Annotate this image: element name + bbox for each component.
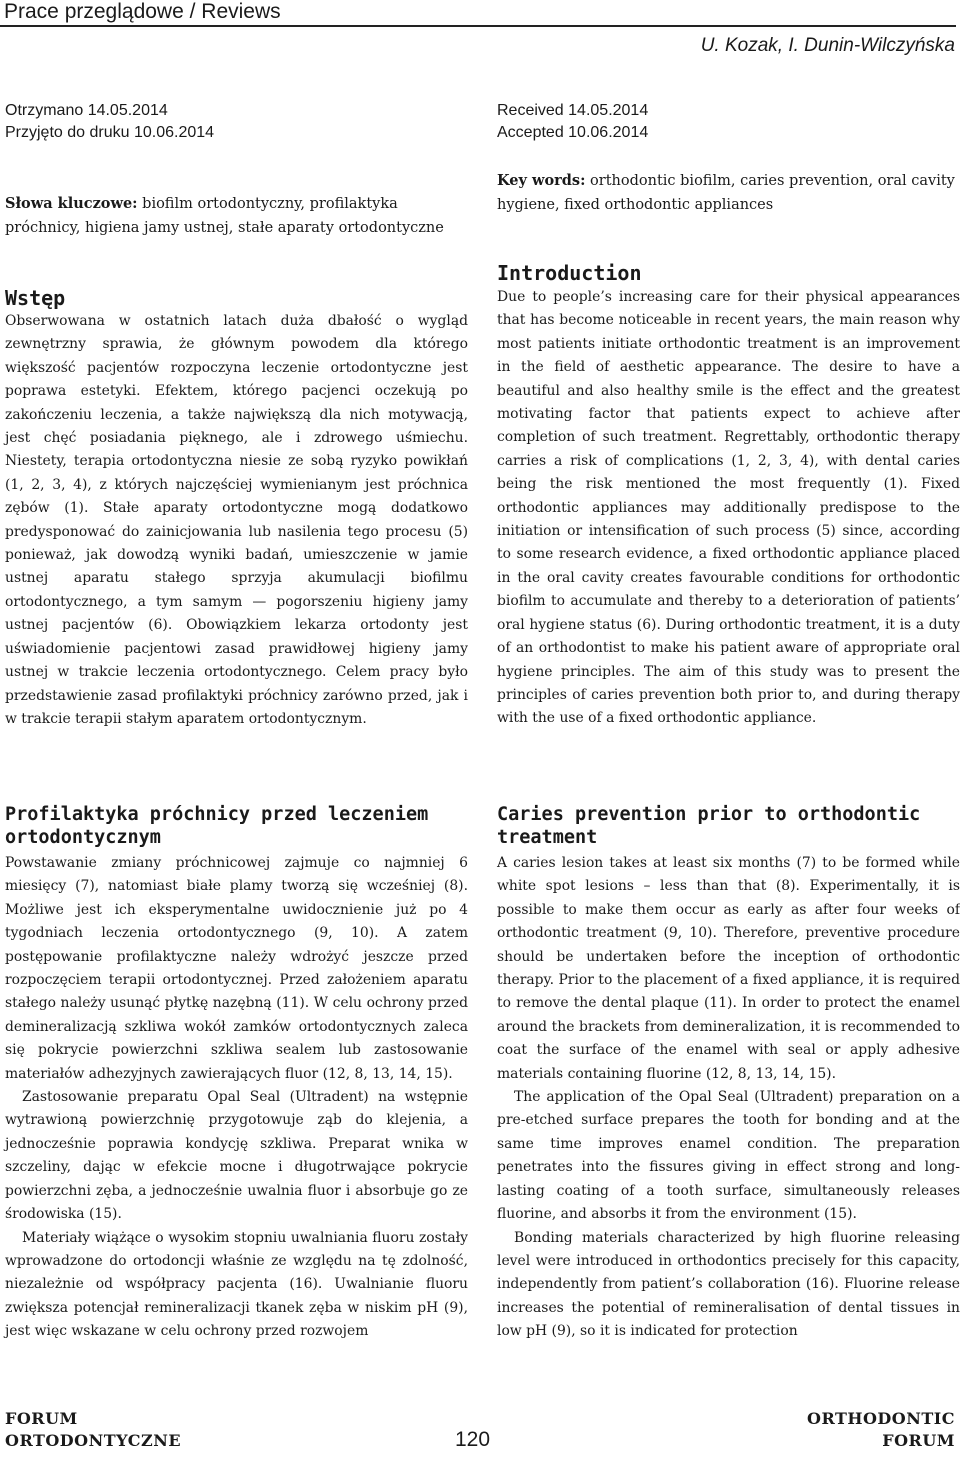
section2-pl-body <box>5 852 468 1344</box>
section2-en-body <box>497 852 960 1344</box>
intro-en-text: Due to people’s increasing care for their physical appearances that has become noticeable in recent years, the main reason why most patients initiate orthodontic treatment is an improvement in the field of aesthetic appearance. The desire to have a beautiful and also healthy smile is the effect and the greatest motivating factor that patients expect to achieve after completion of such treatment. Regrettably, orthodontic therapy carries a risk of complications (1, 2, 3, 4), with dental caries being the risk mentioned the most frequently (1). Fixed orthodontic appliances may additionally predispose to the initiation or intensification of such process (5) since, according to some research evidence, a fixed orthodontic appliance placed in the oral cavity creates favourable conditions for orthodontic biofilm to accumulate and thereby to a deterioration of patients’ oral hygiene status (6). During orthodontic treatment, it is a duty of an orthodontist to make his patient aware of appropriate oral hygiene principles. The aim of this study was to present the principles of caries prevention both prior to, and during therapy with the use of a fixed orthodontic appliance. <box>497 289 960 727</box>
keywords-pl-label: Słowa kluczowe: <box>5 195 138 212</box>
section2-en-paragraph-2: The application of the Opal Seal (Ultradent) preparation on a pre-etched surface prepares the tooth for bonding and at the same time improves enamel condition. The preparation penetrates into the fissures giving in effect strong and long-lasting coating of a tooth surface, simultaneously releases fluorine, and absorbs it from the environment (15). <box>497 1089 960 1223</box>
keywords-pl <box>5 192 468 240</box>
received-date-pl: Otrzymano 14.05.2014 <box>5 102 168 119</box>
footer-left-line-1: FORUM <box>5 1409 78 1428</box>
section2-pl-paragraph-2: Zastosowanie preparatu Opal Seal (Ultradent) na wstępnie wytrawioną powierzchnię przygotowuje ząb do klejenia, a jednocześnie poprawia kondycję szkliwa. Preparat wnika w szczeliny, dając w efekcie mocne i długotrwające pokrycie powierzchni zęba, a jednocześnie uwalnia fluor i absorbuje go ze środowiska (15). <box>5 1089 468 1223</box>
footer-right-line-2: FORUM <box>882 1431 955 1450</box>
page-number: 120 <box>455 1428 491 1451</box>
dates-en <box>497 100 648 144</box>
footer-right-line-1: ORTHODONTIC <box>807 1409 955 1428</box>
section2-en-paragraph-3: Bonding materials characterized by high fluorine releasing level were introduced in orthodontics precisely for this capacity, independently from patient’s collaboration (16). Fluorine release increases the potential of remineralisation of dental tissues in low pH (9), so it is indicated for protection <box>497 1229 960 1340</box>
footer-journal-pl <box>5 1408 181 1452</box>
footer-journal-en <box>807 1408 955 1452</box>
dates-pl <box>5 100 214 144</box>
running-title: Prace przeglądowe / Reviews <box>4 0 281 23</box>
header-rule <box>0 25 956 27</box>
received-date-en: Received 14.05.2014 <box>497 102 649 119</box>
section2-pl-paragraph-1: Powstawanie zmiany próchnicowej zajmuje co najmniej 6 miesięcy (7), natomiast białe plamy tworzą się wcześniej (8). Możliwe jest ich eksperymentalne uwidocznienie już po 4 tygodniach leczenia ortodontycznego (9, 10). A zatem postępowanie profilaktyczne należy wdrożyć jeszcze przed rozpoczęciem terapii ortodontycznej. Przed założeniem aparatu stałego należy usunąć płytkę nazębną (11). W celu ochrony przed demineralizacją szkliwa wokół zamków ortodontycznych zaleca się pokrycie powierzchni szkliwa sealem lub zastosowanie materiałów adhezyjnych zawierających fluor (12, 8, 13, 14, 15). <box>5 855 468 1082</box>
footer-left-line-2: ORTODONTYCZNE <box>5 1431 182 1450</box>
section2-en-paragraph-1: A caries lesion takes at least six months (7) to be formed while white spot lesions – less than that (8). Experimentally, it is possible to make them occur as early as after four weeks of orthodontic treatment (9, 10). Therefore, preventive procedure should be undertaken before the inception of orthodontic therapy. Prior to the placement of a fixed appliance, it is required to remove the dental plaque (11). In order to protect the enamel around the brackets from demineralization, it is recommended to coat the surface of the enamel with seal or apply adhesive materials containing fluorine (12, 8, 13, 14, 15). <box>497 855 960 1082</box>
intro-pl-text: Obserwowana w ostatnich latach duża dbałość o wygląd zewnętrzny sprawia, że głównym powodem dla którego większość pacjentów rozpoczyna leczenie ortodontyczne jest poprawa estetyki. Efektem, którego pacjenci oczekują po zakończeniu leczenia, a także największą dla nich motywacją, jest chęć posiadania pięknego, ale i zdrowego uśmiechu. Niestety, terapia ortodontyczna niesie ze sobą ryzyko powikłań (1, 2, 3, 4), z których najczęściej wymienianym jest próchnica zębów (1). Stałe aparaty ortodontyczne mogą dodatkowo predysponować do zainicjowania lub nasilenia tego procesu (5) ponieważ, jak dowodzą wyniki badań, umieszczenie w jamie ustnej aparatu stałego sprzyja akumulacji biofilmu ortodontycznego, a tym samym — pogorszeniu higieny jamy ustnej pacjentów (6). Obowiązkiem lekarza ortodonty jest uświadomienie pacjentowi zasad prawidłowej higieny jamy ustnej w trakcie leczenia ortodontycznego. Celem pracy było przedstawienie zasad profilaktyki próchnicy zarówno przed, jak i w trakcie terapii stałym aparatem ortodontycznym. <box>5 313 468 727</box>
keywords-en-label: Key words: <box>497 172 586 189</box>
intro-pl-heading: Wstęp <box>5 286 66 310</box>
accepted-date-pl: Przyjęto do druku 10.06.2014 <box>5 124 215 141</box>
keywords-en-text: orthodontic biofilm, caries prevention, oral cavity hygiene, fixed orthodontic appliances <box>497 173 955 213</box>
keywords-en <box>497 169 960 217</box>
section2-pl-heading: Profilaktyka próchnicy przed leczeniem ortodontycznym <box>5 804 429 848</box>
section2-en-heading: Caries prevention prior to orthodontic treatment <box>497 804 921 848</box>
keywords-pl-text: biofilm ortodontyczny, profilaktyka próchnicy, higiena jamy ustnej, stałe aparaty ortodontyczne <box>5 196 444 236</box>
intro-en-heading: Introduction <box>497 261 642 285</box>
section2-pl-paragraph-3: Materiały wiążące o wysokim stopniu uwalniania fluoru zostały wprowadzone do ortodoncji właśnie ze względu na tę zdolność, niezależnie od współpracy pacjenta (16). Uwalnianie fluoru zwiększa potencjał remineralizacji tkanek zęba w niskim pH (9), jest więc wskazane w celu ochrony przed rozwojem <box>5 1229 468 1340</box>
authors: U. Kozak, I. Dunin-Wilczyńska <box>700 35 955 56</box>
accepted-date-en: Accepted 10.06.2014 <box>497 124 649 141</box>
